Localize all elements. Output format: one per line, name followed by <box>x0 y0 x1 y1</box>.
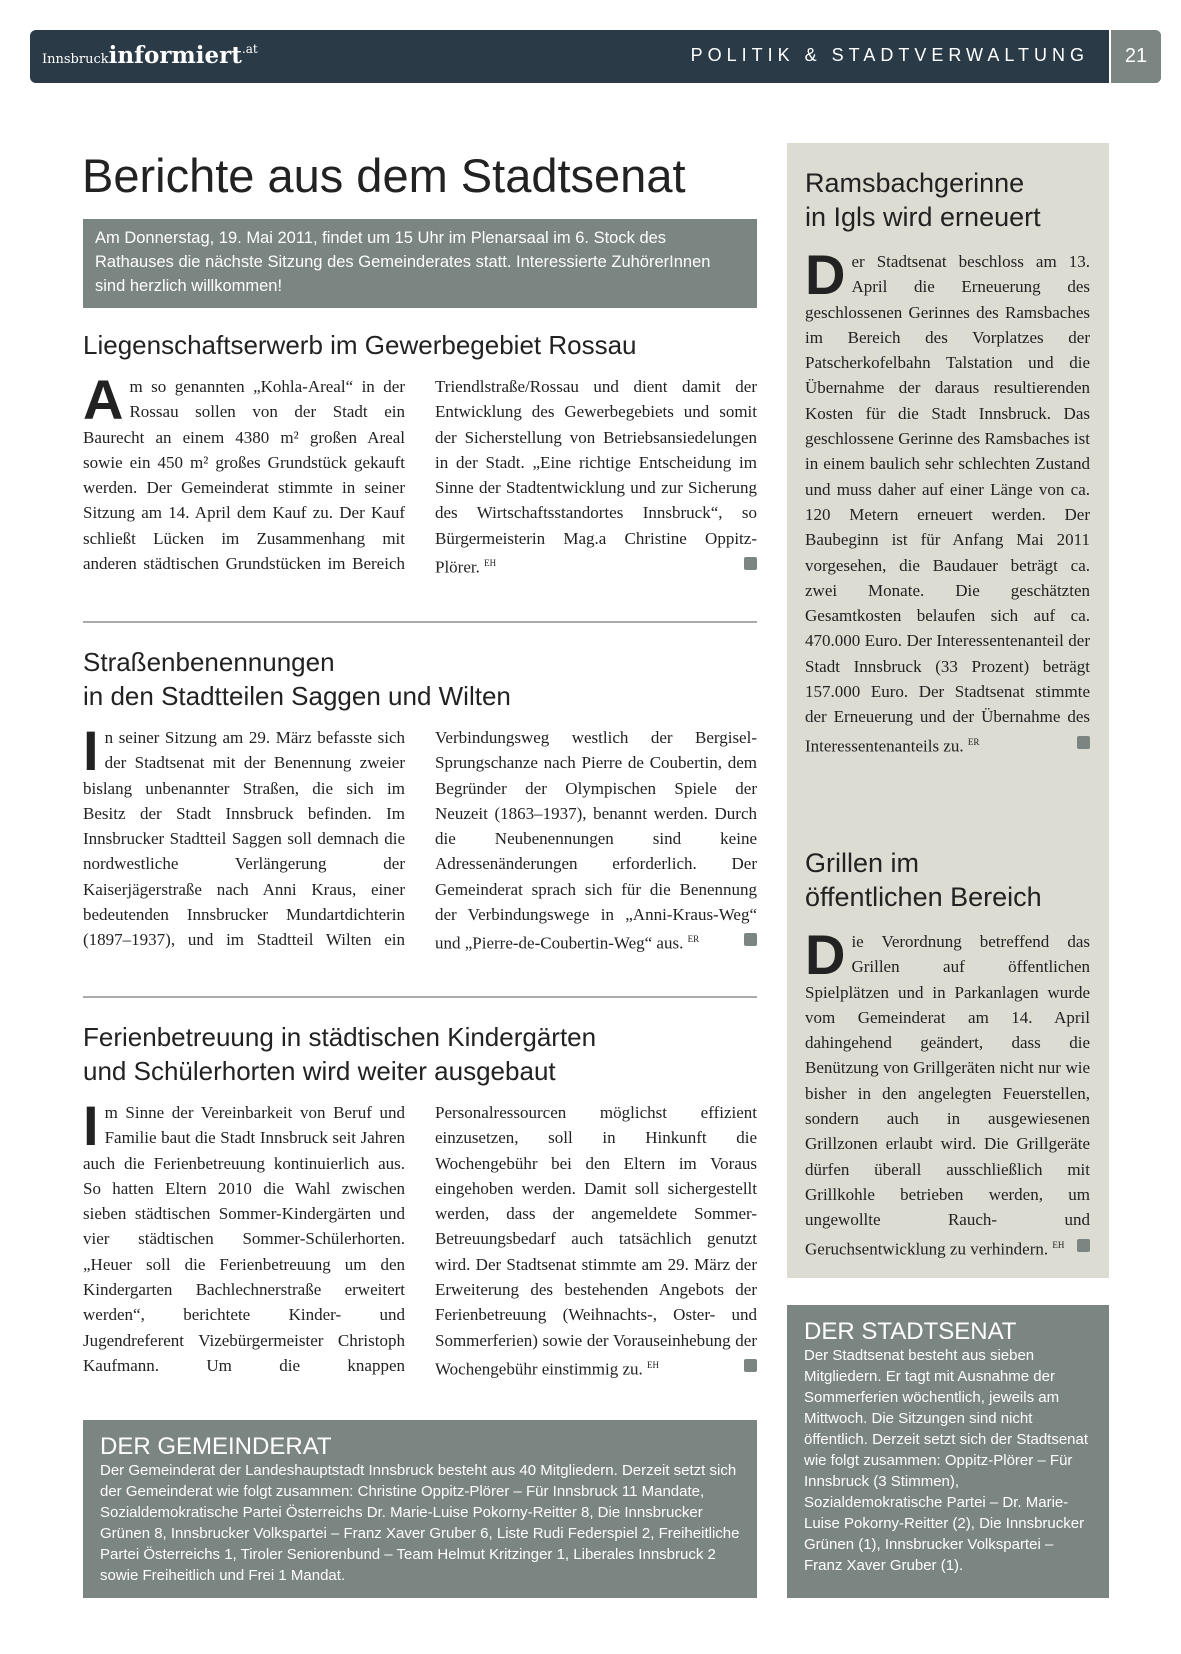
article-title: Liegenschaftserwerb im Gewerbegebiet Rossau <box>83 330 637 360</box>
author-initials: EH <box>484 558 497 569</box>
intro-box: Am Donnerstag, 19. Mai 2011, findet um 15 Uhr im Plenarsaal im 6. Stock des Rathauses die nächste Sitzung des Gemeinderates statt. Interessierte ZuhörerInnen sind herzlich willkommen! <box>83 219 757 308</box>
article-body <box>83 368 757 604</box>
author-initials: ER <box>687 934 700 945</box>
article-title <box>83 1020 596 1088</box>
drop-cap: D <box>805 243 846 306</box>
article-body <box>83 1094 757 1410</box>
divider <box>83 621 757 623</box>
stadtsenat-box <box>787 1305 1109 1598</box>
end-mark-icon <box>1077 1239 1090 1252</box>
author-initials: EH <box>1052 1239 1065 1250</box>
box-text: Der Gemeinderat der Landeshauptstadt Innsbruck besteht aus 40 Mitgliedern. Derzeit setzt sich der Gemeinderat wie folgt zusammen: Christine Oppitz-Plörer – Für Innsbruck 11 Mandate, Sozialdemokratische Partei Österreichs Dr. Marie-Luise Pokorny-Reitter 8, Die Innsbrucker Grünen 8, Innsbrucker Volkspartei – Franz Xaver Gruber 6, Liste Rudi Federspiel 2, Freiheitliche Partei Österreichs 1, Tiroler Seniorenbund – Team Helmut Kritzinger 1, Liberales Innsbruck 2 sowie Freiheitlich und Frei 1 Mandat. <box>100 1462 740 1584</box>
article-text: er Stadtsenat beschloss am 13. April die Erneuerung des geschlossenen Gerinnes des Ramsbaches im Bereich des Vorplatzes der Patscherkofelbahn Talstation und die Übernahme der daraus resultierenden Kosten für die Stadt Innsbruck. Das geschlossene Gerinne des Ramsbaches ist in einem baulich sehr schlechten Zustand und muss daher auf einer Länge von ca. 120 Metern erneuert werden. Der Baubeginn ist für Anfang Mai 2011 vorgesehen, die Baudauer beträgt ca. zwei Monate. Die geschätzten Gesamtkosten belaufen sich auf ca. 470.000 Euro. Der Interessentenanteil der Stadt Innsbruck (33 Prozent) beträgt 157.000 Euro. Der Stadtsenat stimmte der Erneuerung und der Übernahme des Interessentenanteils zu. <box>805 252 1090 756</box>
page-number: 21 <box>1109 30 1161 83</box>
divider <box>83 996 757 998</box>
title-line: Straßenbenennungen <box>83 647 335 677</box>
logo <box>42 42 258 69</box>
title-line: Grillen im <box>805 848 920 878</box>
article-title <box>83 645 511 713</box>
logo-tld: .at <box>241 42 258 56</box>
section-title: POLITIK & STADTVERWALTUNG <box>690 45 1089 65</box>
sidebar-title <box>805 166 1041 234</box>
sidebar-article-body <box>805 243 1090 759</box>
title-line: in den Stadtteilen Saggen und Wilten <box>83 681 511 711</box>
author-initials: ER <box>967 736 980 747</box>
article-text: n seiner Sitzung am 29. März befasste sich der Stadtsenat mit der Benennung zweier bislang unbenannter Straßen, die sich im Besitz der Stadt Innsbruck befinden. Im Innsbrucker Stadtteil Saggen soll demnach die nordwestliche Verlängerung der Kaiserjägerstraße nach Anni Kraus, einer bedeutenden Innsbrucker Mundartdichterin (1897–1937), und im Stadtteil Wilten ein Verbindungsweg westlich der Bergisel-Sprungschanze nach Pierre de Coubertin, dem Begründer der Olympischen Spiele der Neuzeit (1863–1937), benannt werden. Durch die Neubenennungen sind keine Adressenänderungen erforderlich. Der Gemeinderat sprach sich für die Benennung der Verbindungswege in „Anni-Kraus-Weg“ und „Pierre-de-Coubertin-Weg“ aus. <box>83 728 757 954</box>
article-text: m so genannten „Kohla-Areal“ in der Rossau sollen von der Stadt ein Baurecht an einem 4380 m² großen Areal sowie ein 450 m² großes Grundstück gekauft werden. Der Gemeinderat stimmte in seiner Sitzung am 14. April dem Kauf zu. Der Kauf schließt Lücken im Zusammenhang mit anderen städtischen Grundstücken im Bereich Triendlstraße/Rossau und dient damit der Entwicklung des Gewerbegebiets und somit der Sicherstellung von Betriebsansiedelungen in der Stadt. „Eine richtige Entscheidung im Sinne der Stadtentwicklung und zur Sicherung des Wirtschaftsstandortes Innsbruck“, so Bürgermeisterin Mag.a Christine Oppitz-Plörer. <box>83 377 757 577</box>
title-line: und Schülerhorten wird weiter ausgebaut <box>83 1056 556 1086</box>
drop-cap: I <box>83 1094 99 1157</box>
end-mark-icon <box>744 557 757 570</box>
gemeinderat-box <box>83 1420 757 1598</box>
end-mark-icon <box>1077 736 1090 749</box>
article-text: m Sinne der Vereinbarkeit von Beruf und Familie baut die Stadt Innsbruck seit Jahren auch die Ferienbetreuung kontinuierlich aus. So hatten Eltern 2010 die Wahl zwischen sieben städtischen Sommer-Kindergärten und vier städtischen Sommer-Schülerhorten. „Heuer soll die Ferienbetreuung um den Kindergarten Bachlechnerstraße erweitert werden“, berichtete Kinder- und Jugendreferent Vizebürgermeister Christoph Kaufmann. Um die knappen Personalressourcen möglichst effizient einzusetzen, soll in Hinkunft die Wochengebühr bei den Eltern im Voraus eingehoben werden. Damit soll sichergestellt werden, dass der angemeldete Sommer-Betreuungsbedarf auch tatsächlich genutzt wird. Der Stadtsenat stimmte am 29. März der Erweiterung des bestehenden Angebots der Ferienbetreuung (Weihnachts-, Oster- und Sommerferien) sowie der Vorauseinhebung der Wochengebühr einstimmig zu. <box>83 1103 757 1379</box>
logo-small: Innsbruck <box>42 52 109 67</box>
title-line: in Igls wird erneuert <box>805 202 1041 232</box>
drop-cap: I <box>83 719 99 782</box>
title-line: Ferienbetreuung in städtischen Kindergärten <box>83 1022 597 1052</box>
author-initials: EH <box>647 1359 660 1370</box>
article-body <box>83 719 757 985</box>
logo-big: informiert <box>108 42 242 69</box>
box-text: Der Stadtsenat besteht aus sieben Mitgliedern. Er tagt mit Ausnahme der Sommerferien wöchentlich, jeweils am Mittwoch. Die Sitzungen sind nicht öffentlich. Derzeit setzt sich der Stadtsenat wie folgt zusammen: Oppitz-Plörer – Für Innsbruck (3 Stimmen), Sozialdemokratische Partei – Dr. Marie-Luise Pokorny-Reitter (2), Die Innsbrucker Grünen (1), Innsbrucker Volkspartei – Franz Xaver Gruber (1). <box>804 1347 1089 1574</box>
drop-cap: D <box>805 923 846 986</box>
page-title: Berichte aus dem Stadtsenat <box>82 149 686 202</box>
title-line: öffentlichen Bereich <box>805 882 1042 912</box>
end-mark-icon <box>744 933 757 946</box>
page-header <box>30 30 1161 83</box>
sidebar-article-body <box>805 923 1090 1262</box>
title-line: Ramsbachgerinne <box>805 168 1025 198</box>
box-title: DER STADTSENAT <box>804 1318 1017 1345</box>
drop-cap: A <box>83 368 124 431</box>
end-mark-icon <box>744 1359 757 1372</box>
box-title: DER GEMEINDERAT <box>100 1433 332 1460</box>
article-text: ie Verordnung betreffend das Grillen auf öffentlichen Spielplätzen und in Parkanlagen wurde vom Gemeinderat am 14. April dahingehend geändert, dass die Benützung von Grillgeräten nicht nur wie bisher in den angelegten Feuerstellen, sondern auch in ausgewiesenen Grillzonen erlaubt wird. Die Grillgeräte dürfen überall ausschließlich mit Grillkohle betrieben werden, um ungewollte Rauch- und Geruchsentwicklung zu verhindern. <box>805 932 1090 1259</box>
sidebar-title <box>805 846 1042 914</box>
